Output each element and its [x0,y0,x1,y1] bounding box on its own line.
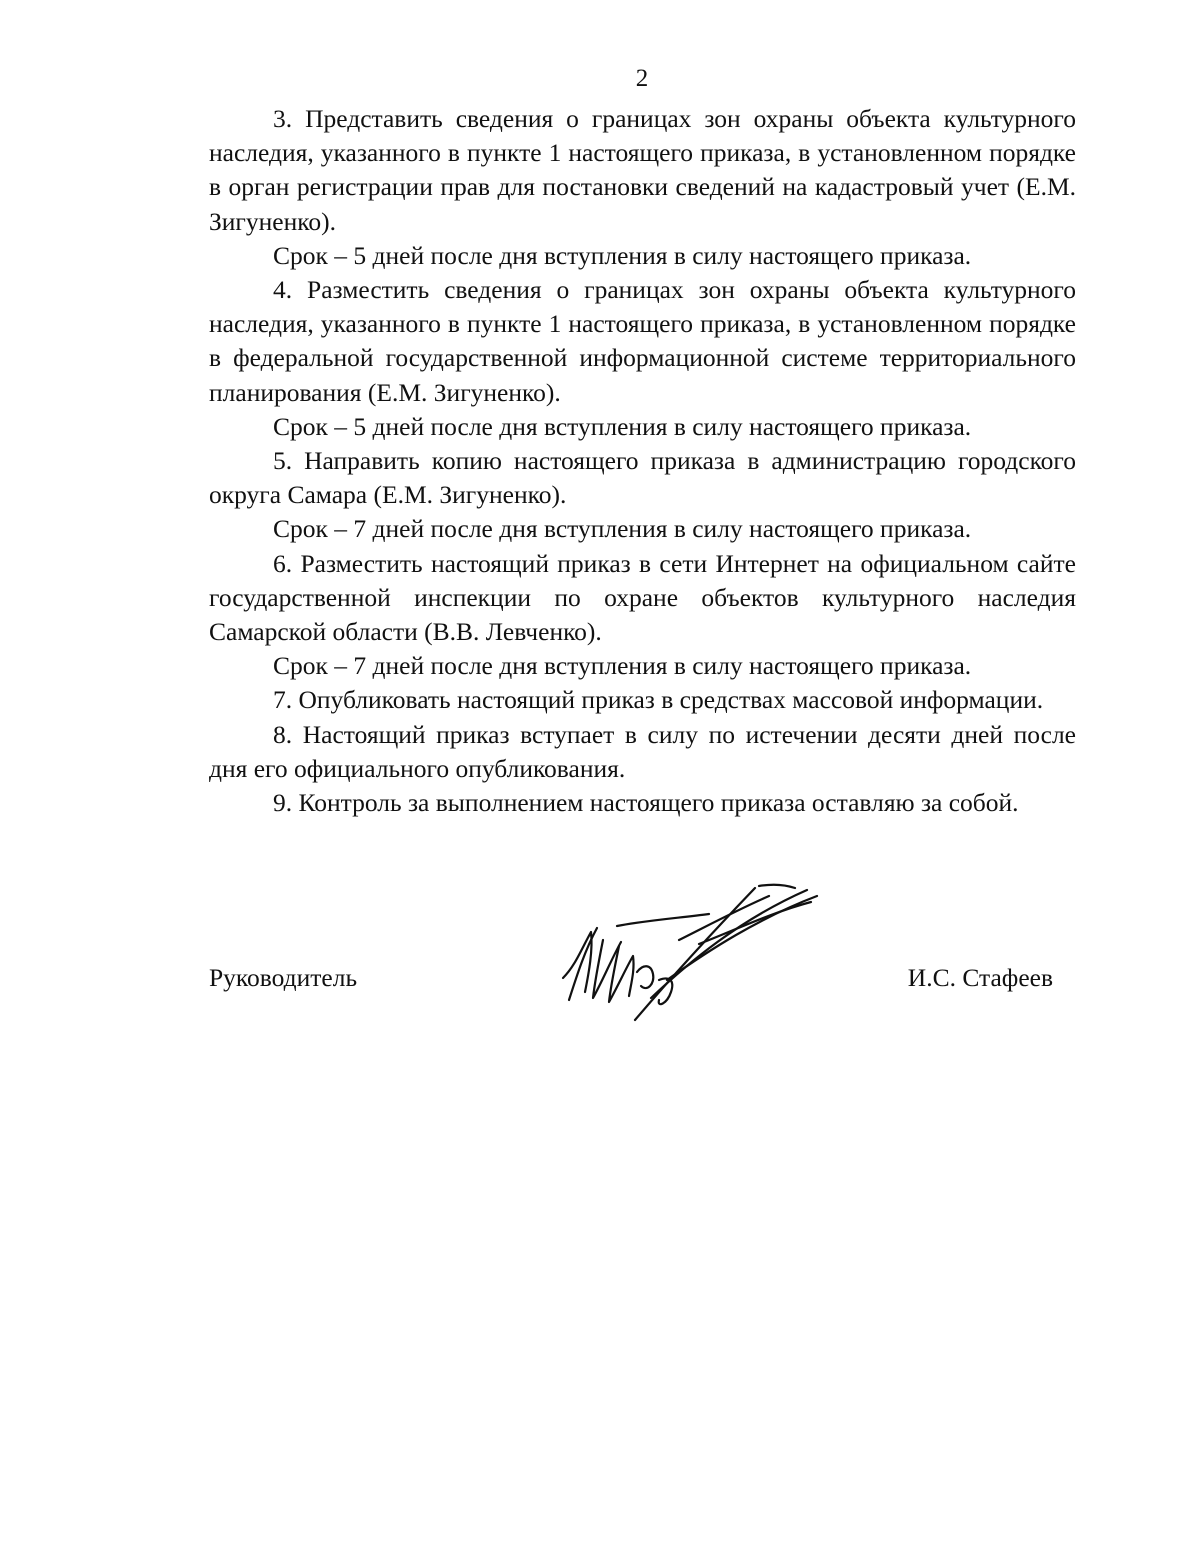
signature-block [209,880,1076,1030]
deadline-item-6: Срок – 7 дней после дня вступления в силу настоящего приказа. [273,651,972,681]
signer-title: Руководитель [209,963,358,992]
deadline-item-3: Срок – 5 дней после дня вступления в силу настоящего приказа. [273,240,972,270]
paragraph-item-8: 8. Настоящий приказ вступает в силу по истечении десяти дней после дня его официального опубликования. [209,719,1076,783]
page-number: 2 [635,65,649,92]
paragraph-item-4: 4. Разместить сведения о границах зон охраны объекта культурного наследия, указанного в пункте 1 настоящего приказа, в установленном порядке в федеральной государственной информационной системе территориального планирования (Е.М. Зигуненко). [209,275,1076,407]
deadline-item-5: Срок – 7 дней после дня вступления в силу настоящего приказа. [273,514,972,544]
document-body [209,102,1076,820]
paragraph-item-6: 6. Разместить настоящий приказ в сети Интернет на официальном сайте государственной инспекции по охране объектов культурного наследия Самарской области (В.В. Левченко). [209,548,1076,647]
signer-name: И.С. Стафеев [907,963,1053,992]
paragraph-item-7: 7. Опубликовать настоящий приказ в средствах массовой информации. [273,685,1044,715]
paragraph-item-3: 3. Представить сведения о границах зон охраны объекта культурного наследия, указанного в пункте 1 настоящего приказа, в установленном порядке в орган регистрации прав для постановки сведений на кадастровый учет (Е.М. Зигуненко). [209,104,1076,236]
paragraph-item-5: 5. Направить копию настоящего приказа в администрацию городского округа Самара (Е.М. Зигуненко). [209,446,1076,510]
handwritten-signature-icon [559,880,819,1025]
deadline-item-4: Срок – 5 дней после дня вступления в силу настоящего приказа. [273,411,972,441]
paragraph-item-9: 9. Контроль за выполнением настоящего приказа оставляю за собой. [273,788,1019,818]
